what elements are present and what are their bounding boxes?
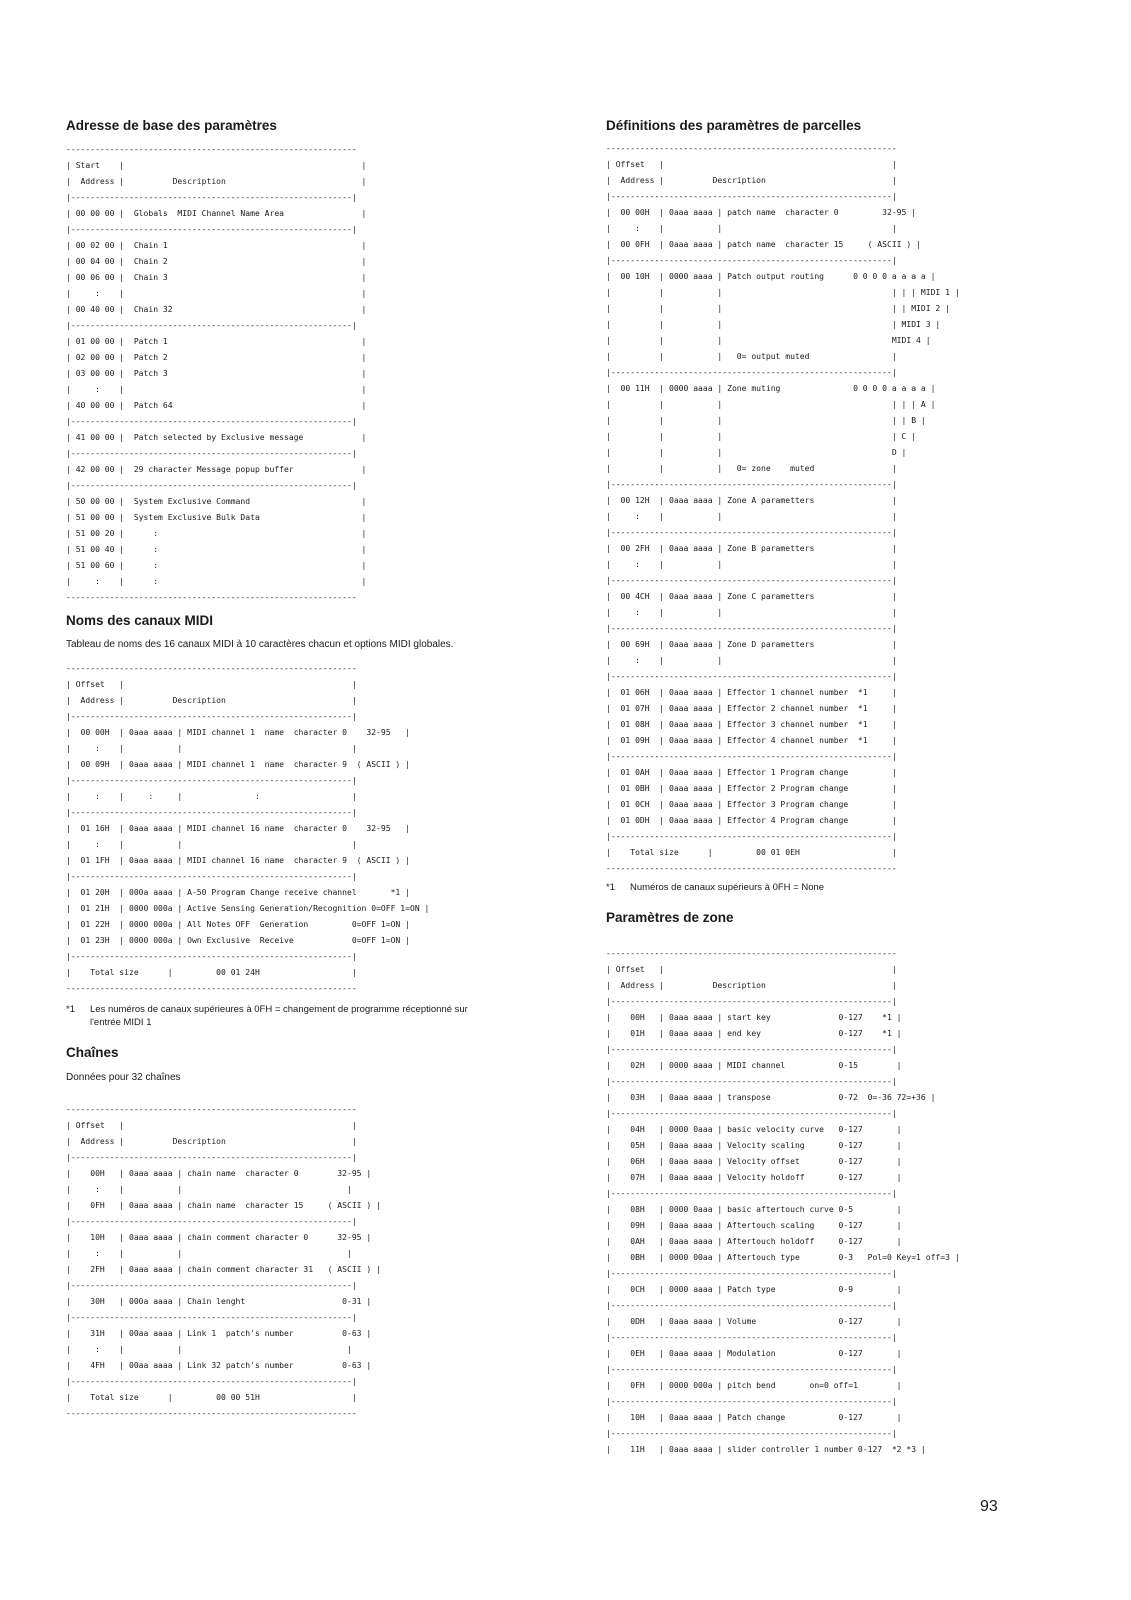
table-chains: ------------------------------------------------------------ | Offset | | | Address | Description | |----------------------------------------------------------| | 00H | 0aaa aaaa | chain name character 0 32-95 | | : | | | | 0FH | 0aaa aaaa | chain name character 15 ( ASCII ) | |----------------------------------------------------------| | 10H | 0aaa aaaa | chain comment character 0 32-95 | | : | | | | 2FH | 0aaa aaaa | chain comment character 31 ( ASCII ) | |----------------------------------------------------------| | 30H | 000a aaaa | Chain lenght 0-31 | |----------------------------------------------------------| | 31H | 00aa aaaa | Link 1 patch's number 0-63 | | : | | | | 4FH | 00aa aaaa | Link 32 patch's number 0-63 | |----------------------------------------------------------| | Total size | 00 00 51H | ------------------------------------------------------------ bbox=[66, 1105, 381, 1418]
table-zone-parameters: ------------------------------------------------------------ | Offset | | | Address | Description | |----------------------------------------------------------| | 00H | 0aaa aaaa | start key 0-127 *1 | | 01H | 0aaa aaaa | end key 0-127 *1 | |----------------------------------------------------------| | 02H | 0000 aaaa | MIDI channel 0-15 | |----------------------------------------------------------| | 03H | 0aaa aaaa | transpose 0-72 0=-36 72=+36 | |----------------------------------------------------------| | 04H | 0000 0aaa | basic velocity curve 0-127 | | 05H | 0aaa aaaa | Velocity scaling 0-127 | | 06H | 0aaa aaaa | Velocity offset 0-127 | | 07H | 0aaa aaaa | Velocity holdoff 0-127 | |----------------------------------------------------------| | 08H | 0000 0aaa | basic aftertouch curve 0-5 | | 09H | 0aaa aaaa | Aftertouch scaling 0-127 | | 0AH | 0aaa aaaa | Aftertouch holdoff 0-127 | | 0BH | 0000 00aa | Aftertouch type 0-3 Pol=0 Key=1 off=3 | |----------------------------------------------------------| | 0CH | 0000 aaaa | Patch type 0-9 | |----------------------------------------------------------| | 0DH | 0aaa aaaa | Volume 0-127 | |----------------------------------------------------------| | 0EH | 0aaa aaaa | Modulation 0-127 | |----------------------------------------------------------| | 0FH | 0000 000a | pitch bend on=0 off=1 | |----------------------------------------------------------| | 10H | 0aaa aaaa | Patch change 0-127 | |----------------------------------------------------------| | 11H | 0aaa aaaa | slider controller 1 number 0-127 *2 *3 | bbox=[606, 949, 960, 1454]
table-parameter-base-address: ------------------------------------------------------------ | Start | | | Address | Description | |----------------------------------------------------------| | 00 00 00 | Globals MIDI Channel Name Area | |----------------------------------------------------------| | 00 02 00 | Chain 1 | | 00 04 00 | Chain 2 | | 00 06 00 | Chain 3 | | : | | | 00 40 00 | Chain 32 | |----------------------------------------------------------| | 01 00 00 | Patch 1 | | 02 00 00 | Patch 2 | | 03 00 00 | Patch 3 | | : | | | 40 00 00 | Patch 64 | |----------------------------------------------------------| | 41 00 00 | Patch selected by Exclusive message | |----------------------------------------------------------| | 42 00 00 | 29 character Message popup buffer | |----------------------------------------------------------| | 50 00 00 | System Exclusive Command | | 51 00 00 | System Exclusive Bulk Data | | 51 00 20 | : | | 51 00 40 | : | | 51 00 60 | : | | : | : | ------------------------------------------------------------ bbox=[66, 145, 367, 602]
table-midi-channel-names: ------------------------------------------------------------ | Offset | | | Address | Description | |----------------------------------------------------------| | 00 00H | 0aaa aaaa | MIDI channel 1 name character 0 32-95 | | : | | | | 00 09H | 0aaa aaaa | MIDI channel 1 name character 9 ( ASCII ) | |----------------------------------------------------------| | : | : | : | |----------------------------------------------------------| | 01 16H | 0aaa aaaa | MIDI channel 16 name character 0 32-95 | | : | | | | 01 1FH | 0aaa aaaa | MIDI channel 16 name character 9 ( ASCII ) | |----------------------------------------------------------| | 01 20H | 000a aaaa | A-50 Program Change receive channel *1 | | 01 21H | 0000 000a | Active Sensing Generation/Recognition 0=OFF 1=ON | | 01 22H | 0000 000a | All Notes OFF Generation 0=OFF 1=ON | | 01 23H | 0000 000a | Own Exclusive Receive 0=OFF 1=ON | |----------------------------------------------------------| | Total size | 00 01 24H | ------------------------------------------------------------ bbox=[66, 664, 430, 993]
right-column bbox=[606, 118, 1038, 1454]
footnote-marker: *1 bbox=[606, 882, 615, 893]
heading-zone-parameters: Paramètres de zone bbox=[606, 910, 734, 925]
intro-midi-channel-names: Tableau de noms des 16 canaux MIDI à 10 caractères chacun et options MIDI globales. bbox=[66, 639, 454, 650]
footnote-marker: *1 bbox=[66, 1004, 75, 1015]
page-number: 93 bbox=[980, 1498, 998, 1515]
heading-midi-channel-names: Noms des canaux MIDI bbox=[66, 613, 214, 628]
footnote-midi-channel-names bbox=[66, 1003, 496, 1029]
footnote-patch-parameters bbox=[606, 881, 1038, 894]
heading-chains: Chaînes bbox=[66, 1045, 119, 1060]
footnote-text: Les numéros de canaux supérieures à 0FH = changement de programme réceptionné sur l'entrée MIDI 1 bbox=[90, 1004, 468, 1028]
heading-parameter-base-address: Adresse de base des paramètres bbox=[66, 118, 277, 133]
left-column bbox=[66, 118, 496, 1418]
footnote-text: Numéros de canaux supérieurs à 0FH = None bbox=[630, 882, 825, 893]
heading-patch-parameters: Définitions des paramètres de parcelles bbox=[606, 118, 862, 133]
table-patch-parameters: ------------------------------------------------------------ | Offset | | | Address | Description | |----------------------------------------------------------| | 00 00H | 0aaa aaaa | patch name character 0 32-95 | | : | | | | 00 0FH | 0aaa aaaa | patch name character 15 ( ASCII ) | |----------------------------------------------------------| | 00 10H | 0000 aaaa | Patch output routing 0 0 0 0 a a a a | | | | | | | MIDI 1 | | | | | | MIDI 2 | | | | | MIDI 3 | | | | MIDI 4 | | | | 0= output muted | |----------------------------------------------------------| | 00 11H | 0000 aaaa | Zone muting 0 0 0 0 a a a a | | | | | | | A | | | | | | B | | | | | C | | | | D | | | | 0= zone muted | |----------------------------------------------------------| | 00 12H | 0aaa aaaa | Zone A parametters | | : | | | |----------------------------------------------------------| | 00 2FH | 0aaa aaaa | Zone B parametters | | : | | | |----------------------------------------------------------| | 00 4CH | 0aaa aaaa | Zone C parametters | | : | | | |----------------------------------------------------------| | 00 69H | 0aaa aaaa | Zone D parametters | | : | | | |----------------------------------------------------------| | 01 06H | 0aaa aaaa | Effector 1 channel number *1 | | 01 07H | 0aaa aaaa | Effector 2 channel number *1 | | 01 08H | 0aaa aaaa | Effector 3 channel number *1 | | 01 09H | 0aaa aaaa | Effector 4 channel number *1 | |----------------------------------------------------------| | 01 0AH | 0aaa aaaa | Effector 1 Program change | | 01 0BH | 0aaa aaaa | Effector 2 Program change | | 01 0CH | 0aaa aaaa | Effector 3 Program change | | 01 0DH | 0aaa aaaa | Effector 4 Program change | |----------------------------------------------------------| | Total size | 00 01 0EH | ------------------------------------------------------------ bbox=[606, 144, 960, 873]
intro-chains: Données pour 32 chaînes bbox=[66, 1072, 181, 1083]
